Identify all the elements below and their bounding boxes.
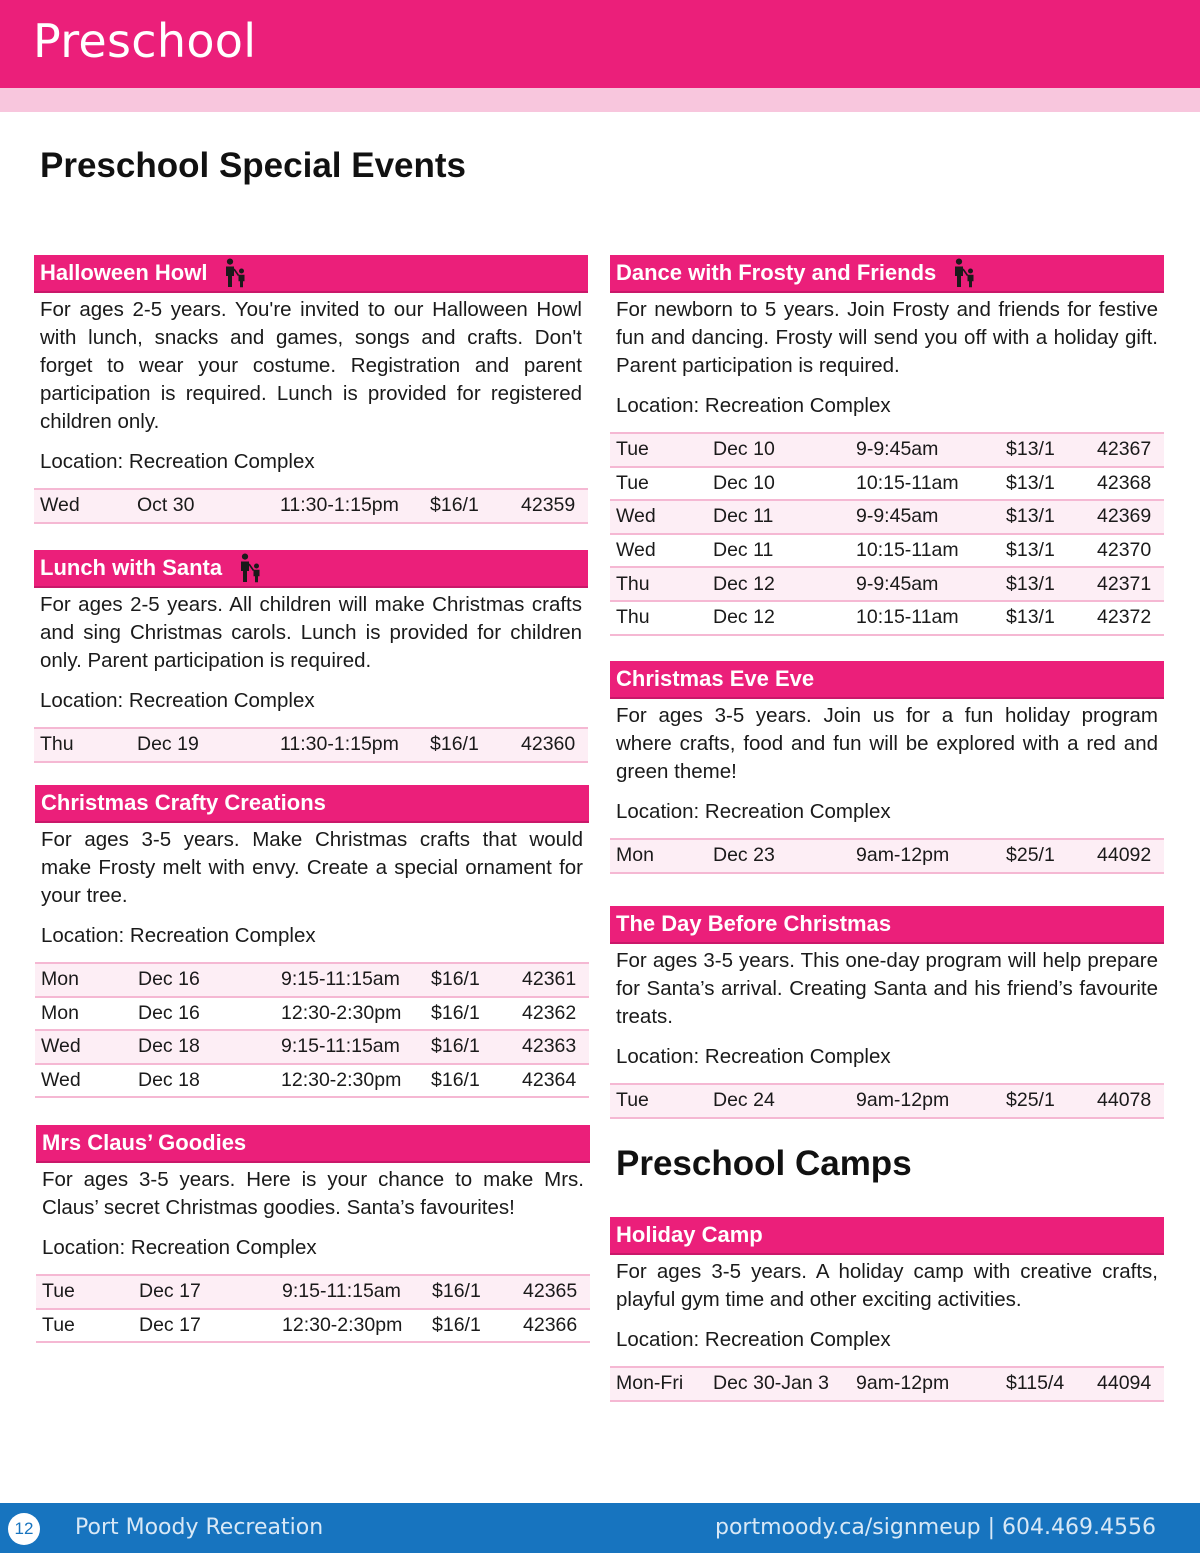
schedule-row [610, 434, 1164, 468]
course-code[interactable]: 42369 [1097, 505, 1152, 528]
session-date: Dec 18 [138, 1069, 200, 1092]
event-title: Halloween Howl [40, 260, 208, 285]
session-time: 12:30-2:30pm [281, 1001, 402, 1024]
schedule-row [610, 840, 1164, 874]
course-code[interactable]: 42363 [522, 1035, 577, 1058]
schedule-row [36, 1310, 590, 1344]
session-time: 10:15-11am [856, 471, 959, 494]
session-date: Dec 17 [139, 1313, 201, 1336]
event-description: For ages 3-5 years. Join us for a fun holiday program where crafts, food and fun will be explored with a red and green theme! [616, 704, 1158, 783]
event-title-bar [610, 255, 1164, 293]
schedule-row [610, 535, 1164, 569]
session-date: Dec 10 [713, 471, 775, 494]
session-fee: $13/1 [1006, 572, 1055, 595]
event-location: Location: Recreation Complex [41, 924, 316, 947]
session-time: 11:30-1:15pm [280, 494, 399, 517]
schedule-table [610, 1366, 1164, 1402]
parent-and-child-icon [223, 258, 251, 288]
schedule-row [610, 468, 1164, 502]
session-time: 9-9:45am [856, 572, 939, 595]
event-location: Location: Recreation Complex [616, 800, 891, 823]
session-fee: $13/1 [1006, 606, 1055, 629]
event-location: Location: Recreation Complex [42, 1236, 317, 1259]
event-title-bar [34, 550, 588, 588]
schedule-table [610, 1083, 1164, 1119]
event-location: Location: Recreation Complex [616, 1328, 891, 1351]
session-fee: $16/1 [432, 1280, 481, 1303]
event-title-bar [610, 1217, 1164, 1255]
event-title: Mrs Claus’ Goodies [42, 1130, 247, 1155]
session-day: Tue [616, 1089, 649, 1112]
schedule-table [35, 962, 589, 1098]
event-title-bar [35, 785, 589, 823]
course-code[interactable]: 44094 [1097, 1372, 1152, 1395]
session-fee: $13/1 [1006, 539, 1055, 562]
session-day: Thu [616, 606, 650, 629]
event-description: For ages 3-5 years. This one-day program will help prepare for Santa’s arrival. Creating Santa and his friend’s favourite treats. [616, 949, 1158, 1028]
schedule-row [36, 1276, 590, 1310]
session-day: Wed [41, 1069, 81, 1092]
session-date: Dec 11 [713, 505, 774, 528]
event-location: Location: Recreation Complex [40, 689, 315, 712]
session-fee: $25/1 [1006, 1089, 1055, 1112]
session-date: Dec 10 [713, 438, 775, 461]
course-code[interactable]: 42370 [1097, 539, 1152, 562]
session-day: Mon-Fri [616, 1372, 684, 1395]
schedule-row [610, 1368, 1164, 1402]
event-title-bar [610, 661, 1164, 699]
event-christmas-crafty-creations [35, 785, 589, 1098]
session-date: Dec 11 [713, 539, 774, 562]
session-day: Thu [616, 572, 650, 595]
schedule-row [35, 1065, 589, 1099]
session-fee: $13/1 [1006, 471, 1055, 494]
schedule-row [35, 964, 589, 998]
event-lunch-with-santa [34, 550, 588, 763]
course-code[interactable]: 42366 [523, 1313, 578, 1336]
schedule-row [610, 602, 1164, 636]
session-fee: $16/1 [432, 1313, 481, 1336]
page-number: 12 [8, 1513, 40, 1545]
session-fee: $13/1 [1006, 505, 1055, 528]
session-day: Tue [42, 1280, 75, 1303]
session-fee: $16/1 [431, 1035, 480, 1058]
event-mrs-claus-goodies [36, 1125, 590, 1343]
event-title-bar [610, 906, 1164, 944]
parent-and-child-icon [238, 553, 266, 583]
session-time: 9-9:45am [856, 438, 939, 461]
course-code[interactable]: 44092 [1097, 844, 1152, 867]
session-day: Mon [41, 1001, 79, 1024]
session-date: Dec 23 [713, 844, 775, 867]
session-date: Dec 16 [138, 1001, 200, 1024]
session-time: 11:30-1:15pm [280, 733, 399, 756]
schedule-table [34, 488, 588, 524]
session-date: Oct 30 [137, 494, 195, 517]
page-heading: Preschool Special Events [40, 146, 467, 185]
event-description: For ages 2-5 years. All children will make Christmas crafts and sing Christmas carols. Lunch is provided for children only. Parent participation is required. [40, 593, 582, 672]
event-title-bar [34, 255, 588, 293]
course-code[interactable]: 44078 [1097, 1089, 1152, 1112]
event-title: Christmas Eve Eve [616, 666, 815, 691]
session-time: 9-9:45am [856, 505, 939, 528]
event-title: Dance with Frosty and Friends [616, 260, 937, 285]
event-halloween-howl [34, 255, 588, 524]
schedule-table [610, 432, 1164, 636]
event-title: The Day Before Christmas [616, 911, 892, 936]
event-description: For ages 3-5 years. A holiday camp with creative crafts, playful gym time and other exciting activities. [616, 1260, 1158, 1311]
event-title: Holiday Camp [616, 1222, 763, 1247]
session-time: 9am-12pm [856, 1089, 950, 1112]
session-time: 9am-12pm [856, 844, 950, 867]
course-code[interactable]: 42365 [523, 1280, 578, 1303]
session-fee: $25/1 [1006, 844, 1055, 867]
session-fee: $16/1 [431, 1001, 480, 1024]
event-title: Lunch with Santa [40, 555, 223, 580]
session-day: Wed [616, 539, 656, 562]
session-fee: $115/4 [1006, 1372, 1065, 1395]
session-fee: $16/1 [430, 494, 479, 517]
session-time: 12:30-2:30pm [281, 1069, 402, 1092]
session-date: Dec 30-Jan 3 [713, 1372, 829, 1395]
event-location: Location: Recreation Complex [616, 1045, 891, 1068]
header-band-stripe [0, 88, 1200, 112]
course-code[interactable]: 42368 [1097, 471, 1152, 494]
parent-and-child-icon [952, 258, 980, 288]
course-code[interactable]: 42371 [1097, 572, 1152, 595]
session-date: Dec 12 [713, 572, 775, 595]
schedule-table [36, 1274, 590, 1343]
course-code[interactable]: 42372 [1097, 606, 1152, 629]
event-title: Christmas Crafty Creations [41, 790, 326, 815]
course-code[interactable]: 42361 [522, 968, 577, 991]
session-time: 10:15-11am [856, 539, 959, 562]
org-name: Port Moody Recreation [75, 1515, 324, 1540]
session-date: Dec 19 [137, 733, 199, 756]
schedule-table [610, 838, 1164, 874]
event-day-before-christmas [610, 906, 1164, 1119]
session-day: Mon [41, 968, 79, 991]
session-date: Dec 16 [138, 968, 200, 991]
session-date: Dec 17 [139, 1280, 201, 1303]
session-date: Dec 18 [138, 1035, 200, 1058]
session-date: Dec 24 [713, 1089, 775, 1112]
schedule-row [34, 729, 588, 763]
session-day: Tue [42, 1313, 75, 1336]
footer-bar [0, 1503, 1200, 1553]
schedule-table [34, 727, 588, 763]
session-day: Wed [41, 1035, 81, 1058]
course-code[interactable]: 42364 [522, 1069, 577, 1092]
session-fee: $16/1 [431, 1069, 480, 1092]
event-location: Location: Recreation Complex [616, 394, 891, 417]
camps-heading: Preschool Camps [616, 1144, 912, 1183]
session-day: Wed [40, 494, 80, 517]
event-description: For ages 3-5 years. Here is your chance to make Mrs. Claus’ secret Christmas goodies. Santa’s favourites! [42, 1168, 584, 1219]
session-time: 10:15-11am [856, 606, 959, 629]
course-code[interactable]: 42360 [521, 733, 576, 756]
session-day: Tue [616, 438, 649, 461]
schedule-row [610, 501, 1164, 535]
session-fee: $16/1 [430, 733, 479, 756]
course-code[interactable]: 42362 [522, 1001, 577, 1024]
schedule-row [35, 998, 589, 1032]
event-holiday-camp [610, 1217, 1164, 1402]
event-christmas-eve-eve [610, 661, 1164, 874]
session-date: Dec 12 [713, 606, 775, 629]
event-description: For ages 3-5 years. Make Christmas crafts that would make Frosty melt with envy. Create a special ornament for your tree. [41, 828, 583, 907]
session-fee: $16/1 [431, 968, 480, 991]
session-day: Tue [616, 471, 649, 494]
event-description: For newborn to 5 years. Join Frosty and friends for festive fun and dancing. Frosty will send you off with a holiday gift. Parent participation is required. [616, 298, 1158, 377]
session-day: Thu [40, 733, 74, 756]
section-title: Preschool [33, 14, 257, 68]
session-fee: $13/1 [1006, 438, 1055, 461]
session-time: 9:15-11:15am [281, 968, 400, 991]
schedule-row [35, 1031, 589, 1065]
course-code[interactable]: 42367 [1097, 438, 1152, 461]
session-time: 9:15-11:15am [281, 1035, 400, 1058]
session-time: 9am-12pm [856, 1372, 950, 1395]
event-title-bar [36, 1125, 590, 1163]
event-dance-with-frosty [610, 255, 1164, 636]
schedule-row [610, 1085, 1164, 1119]
event-description: For ages 2-5 years. You're invited to our Halloween Howl with lunch, snacks and games, songs and crafts. Don't forget to wear your costume. Registration and parent participation is required. Lunch is provided for registered children only. [40, 298, 582, 433]
session-day: Mon [616, 844, 654, 867]
contact-info[interactable]: portmoody.ca/signmeup | 604.469.4556 [715, 1515, 1156, 1540]
session-time: 12:30-2:30pm [282, 1313, 403, 1336]
schedule-row [34, 490, 588, 524]
course-code[interactable]: 42359 [521, 494, 576, 517]
session-day: Wed [616, 505, 656, 528]
schedule-row [610, 568, 1164, 602]
session-time: 9:15-11:15am [282, 1280, 401, 1303]
event-location: Location: Recreation Complex [40, 450, 315, 473]
